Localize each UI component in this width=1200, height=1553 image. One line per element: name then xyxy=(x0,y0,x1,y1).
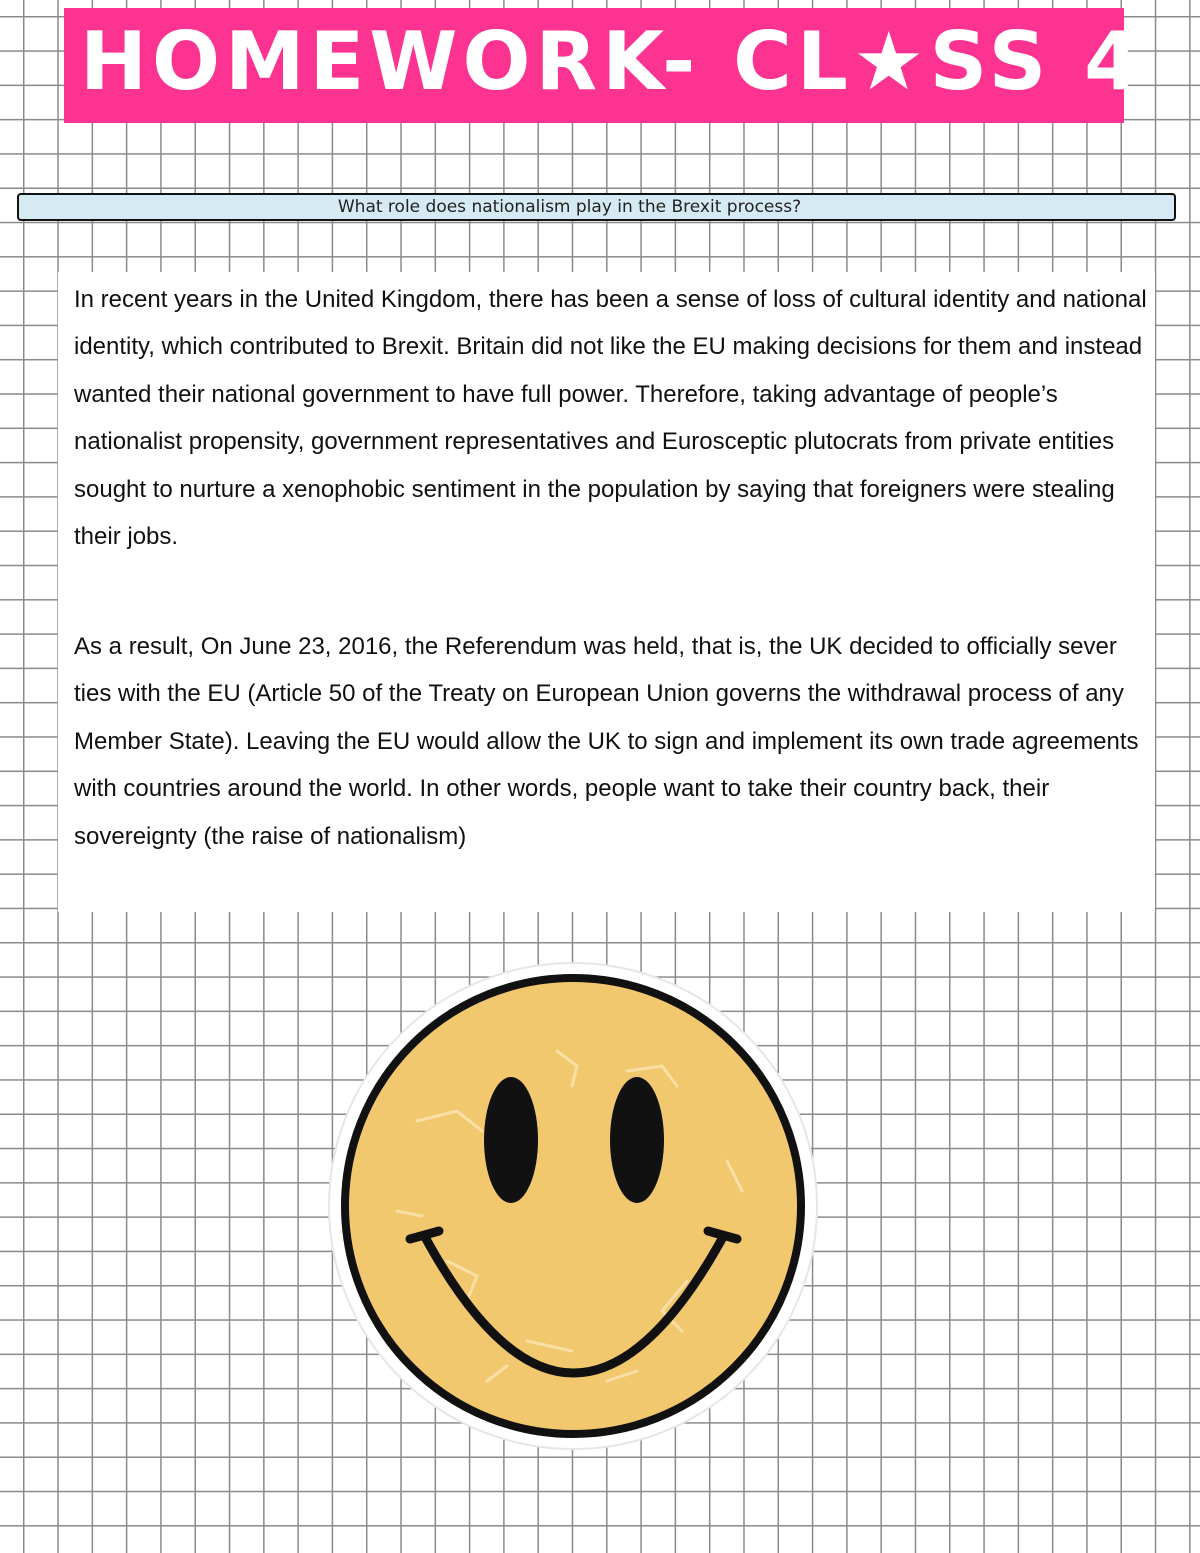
question-bar xyxy=(17,193,1176,221)
answer-panel xyxy=(58,272,1155,912)
question-text: What role does nationalism play in the Brexit process? xyxy=(337,197,802,217)
answer-paragraph-2: As a result, On June 23, 2016, the Referendum was held, that is, the UK decided to officially sever ties with the EU (Article 50 of the Treaty on European Union governs the withdrawal process of any Member State). Leaving the EU would allow the UK to sign and implement its own trade agreements with countries around the world. In other words, people want to take their country back, their sovereignty (the raise of nationalism) xyxy=(74,633,1139,850)
answer-paragraph-1: In recent years in the United Kingdom, there has been a sense of loss of cultural identity and national identity, which contributed to Brexit. Britain did not like the EU making decisions for them and instead wanted their national government to have full power. Therefore, taking advantage of people’s nationalist propensity, government representatives and Eurosceptic plutocrats from private entities sought to nurture a xenophobic sentiment in the population by saying that foreigners were stealing their jobs. xyxy=(74,286,1147,551)
page-title: HOMEWORK- CL★SS 4 xyxy=(80,15,1145,108)
smiley-face-icon xyxy=(327,961,819,1451)
